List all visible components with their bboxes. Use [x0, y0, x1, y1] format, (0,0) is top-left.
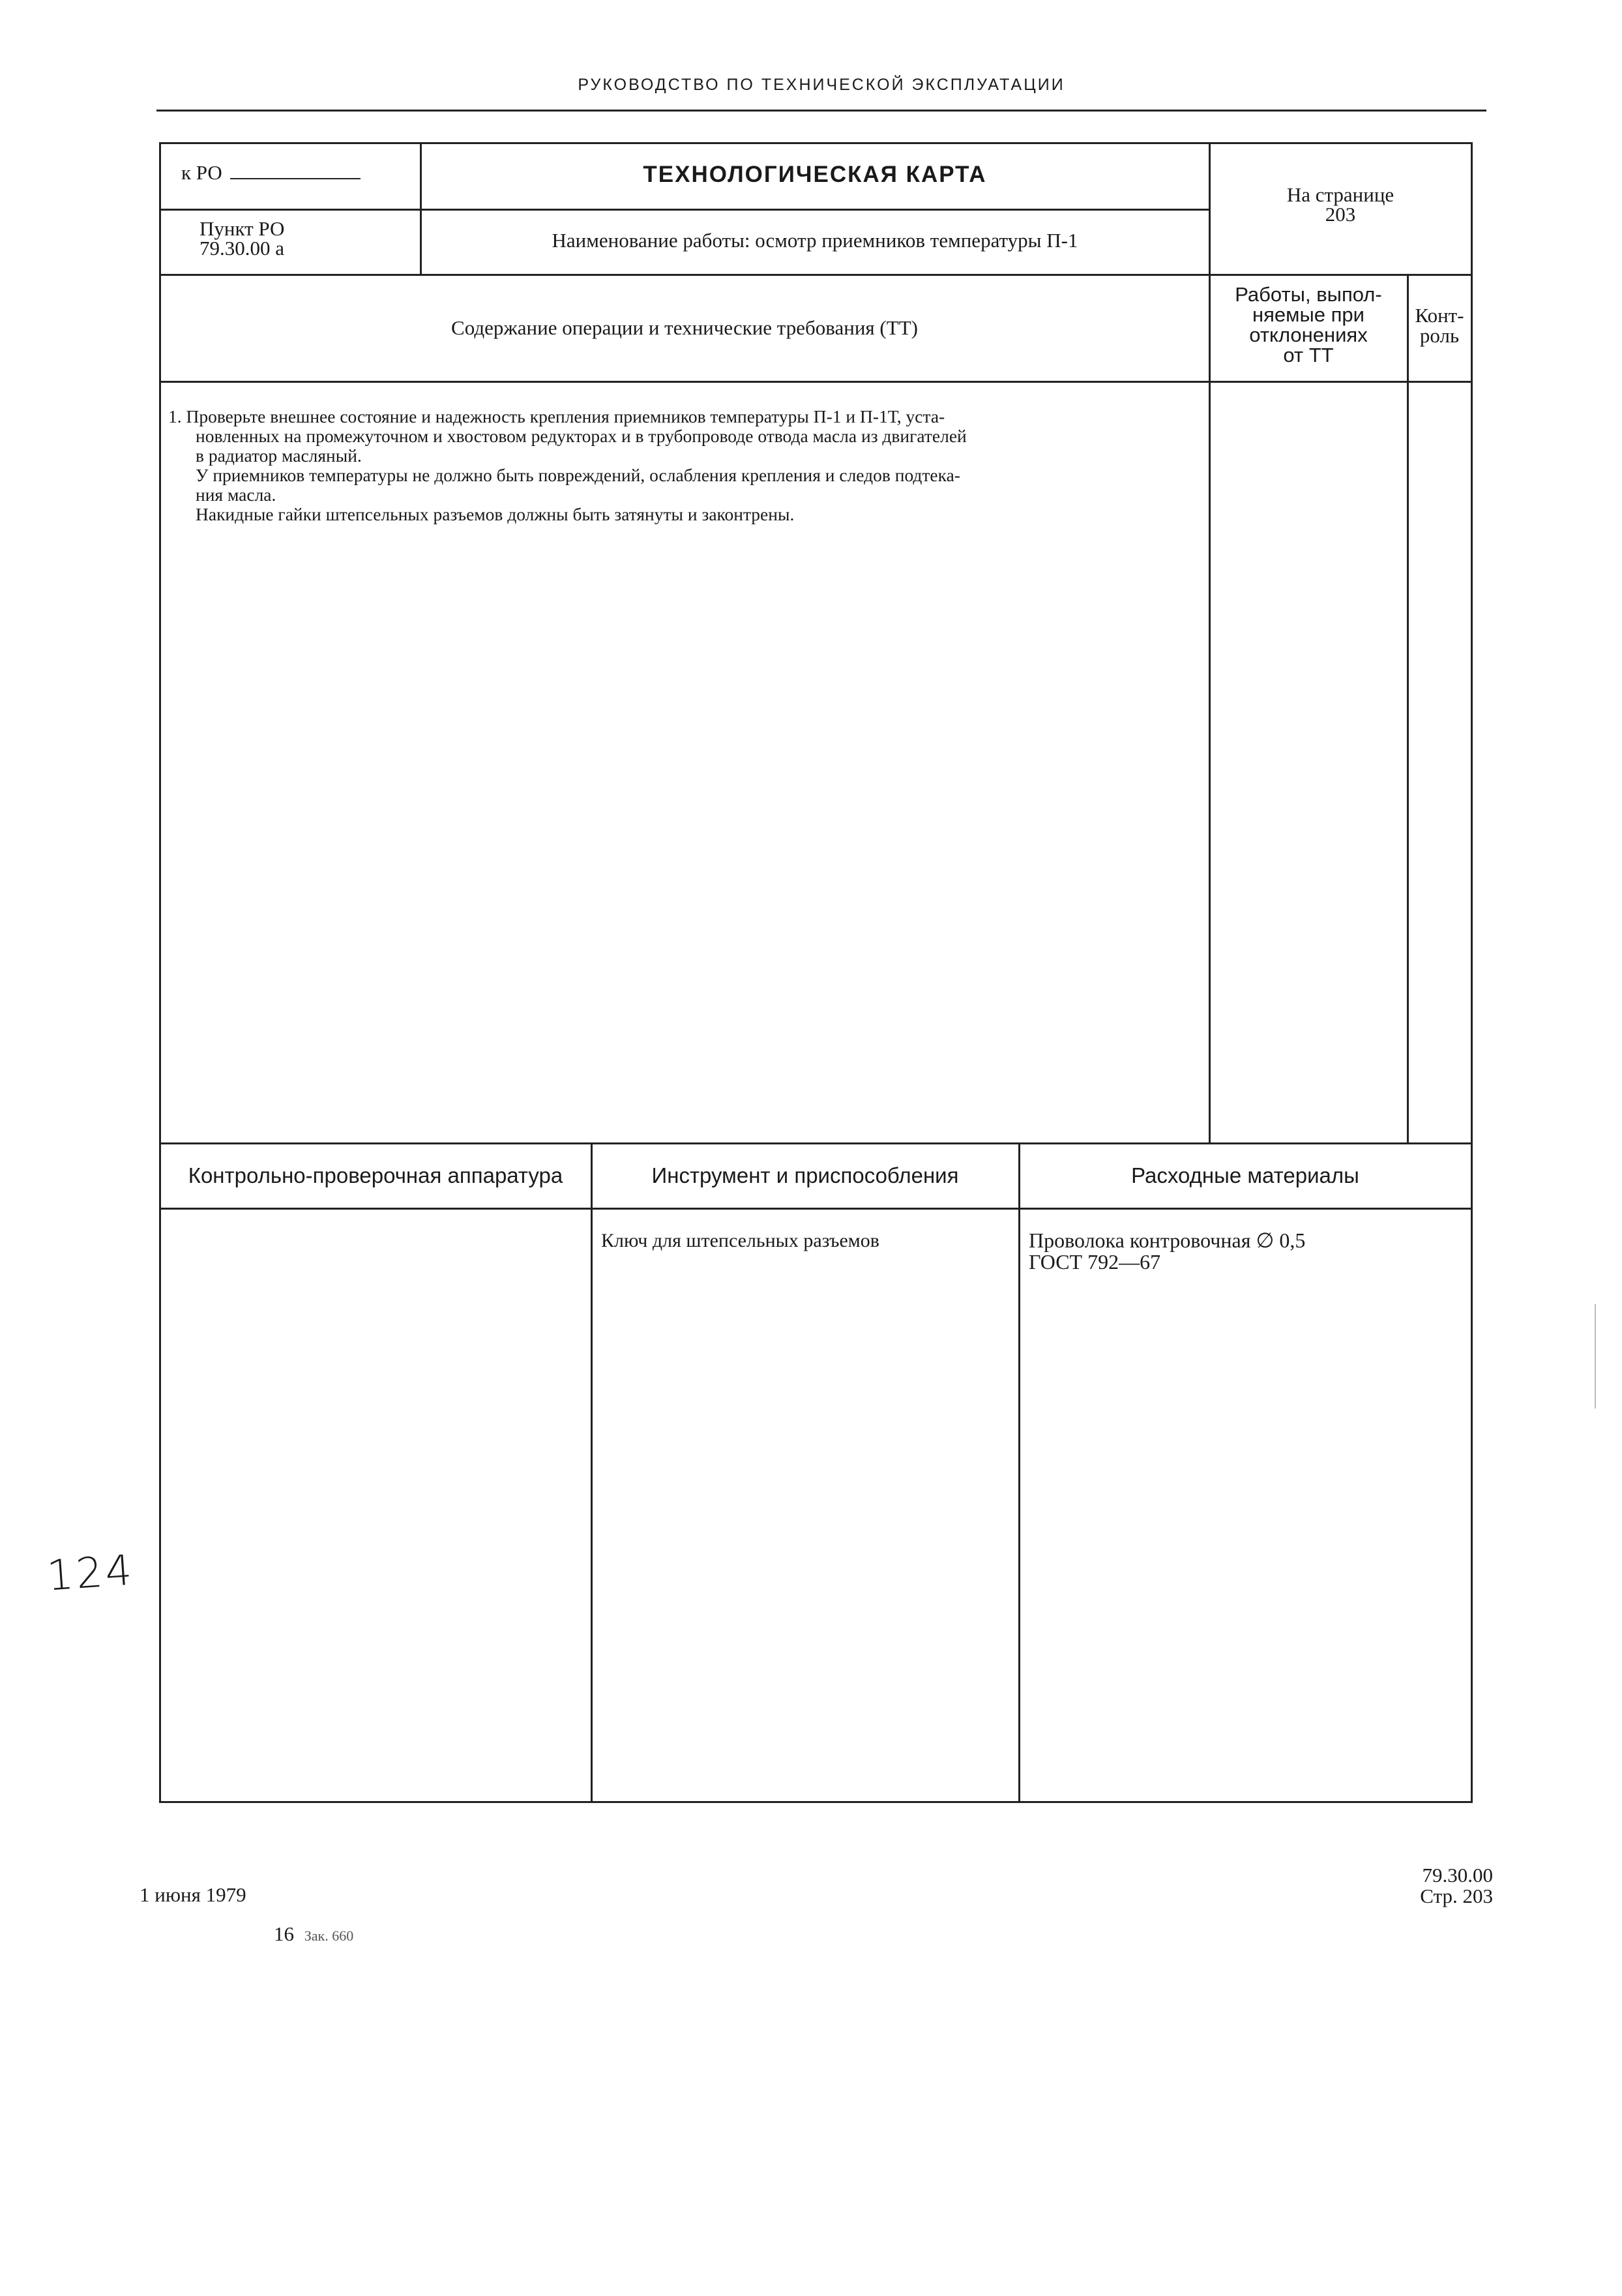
materials-header: Расходные материалы: [1131, 1163, 1359, 1187]
footer-print-mark: 16: [274, 1922, 294, 1945]
scan-edge-mark: [1595, 1304, 1596, 1409]
control-header-line: Конт-: [1415, 304, 1464, 327]
resources-head-rule: [159, 1208, 1472, 1210]
ref-ro-blank: [230, 164, 361, 179]
card-title: ТЕХНОЛОГИЧЕСКАЯ КАРТА: [643, 162, 987, 187]
header-mid-rule: [159, 209, 1210, 211]
footer-doc-ref: [1369, 1865, 1493, 1907]
work-name: Наименование работы: осмотр приемников температуры П-1: [552, 229, 1078, 252]
material-line: ГОСТ 792—67: [1029, 1250, 1161, 1274]
page-ref-cell: [1210, 185, 1471, 224]
operation-line: в радиатор масляный.: [196, 445, 362, 466]
content-column-header: Содержание операции и технические требования (ТТ): [451, 316, 918, 339]
page-ref-number: 203: [1325, 203, 1356, 226]
material-line: Проволока контровочная ∅ 0,5: [1029, 1229, 1306, 1252]
operation-line: У приемников температуры не должно быть повреждений, ослабления крепления и следов подтека-: [196, 465, 960, 485]
control-column-header: [1408, 305, 1471, 346]
resources-top-rule: [159, 1142, 1472, 1144]
control-divider: [1407, 274, 1409, 1144]
operation-line: Накидные гайки штепсельных разъемов должны быть затянуты и законтрены.: [196, 504, 795, 524]
page-ref-label: На странице: [1286, 183, 1394, 206]
header-rule: [156, 110, 1486, 112]
running-header: РУКОВОДСТВО ПО ТЕХНИЧЕСКОЙ ЭКСПЛУАТАЦИИ: [578, 76, 1065, 94]
header-bottom-rule: [159, 274, 1472, 276]
operation-line: 1. Проверьте внешнее состояние и надежность крепления приемников температуры П-1 и П-1Т, уста-: [168, 406, 945, 426]
footer-page: Стр. 203: [1420, 1885, 1493, 1907]
deviation-column-header: [1210, 284, 1407, 365]
tools-header: Инструмент и приспособления: [651, 1163, 959, 1187]
item-number: 79.30.00 а: [199, 237, 285, 260]
resources-divider-1: [591, 1142, 593, 1802]
deviation-header-line: Работы, выпол-: [1235, 283, 1382, 306]
handwritten-page-number: 124: [45, 1546, 136, 1601]
footer-print-info: [274, 1924, 353, 1946]
ref-ro-label: к РО: [181, 161, 222, 184]
operation-line: ния масла.: [196, 485, 276, 505]
card-border-left: [159, 142, 161, 1802]
equipment-header: Контрольно-проверочная аппаратура: [188, 1163, 563, 1187]
operation-line: новленных на промежуточном и хвостовом редукторах и в трубопроводе отвода масла из двигателей: [196, 426, 967, 446]
resources-divider-2: [1018, 1142, 1020, 1802]
materials-list: [1029, 1230, 1459, 1273]
column-head-rule: [159, 381, 1472, 383]
card-border-top: [159, 142, 1472, 144]
ref-ro-cell: [181, 163, 396, 183]
footer-doc-code: 79.30.00: [1422, 1864, 1493, 1886]
item-cell: [199, 219, 408, 258]
footer-date: 1 июня 1979: [140, 1883, 246, 1906]
footer-print-order: Зак. 660: [304, 1928, 354, 1944]
deviation-header-line: отклонениях: [1249, 323, 1368, 346]
control-header-line: роль: [1419, 324, 1460, 347]
item-label: Пункт РО: [199, 217, 285, 240]
tools-list: Ключ для штепсельных разъемов: [601, 1230, 879, 1251]
deviation-header-line: от ТТ: [1283, 344, 1334, 366]
card-border-right: [1471, 142, 1473, 1802]
card-border-bottom: [159, 1801, 1473, 1803]
operation-text: [168, 407, 1211, 524]
deviation-header-line: няемые при: [1252, 303, 1364, 326]
